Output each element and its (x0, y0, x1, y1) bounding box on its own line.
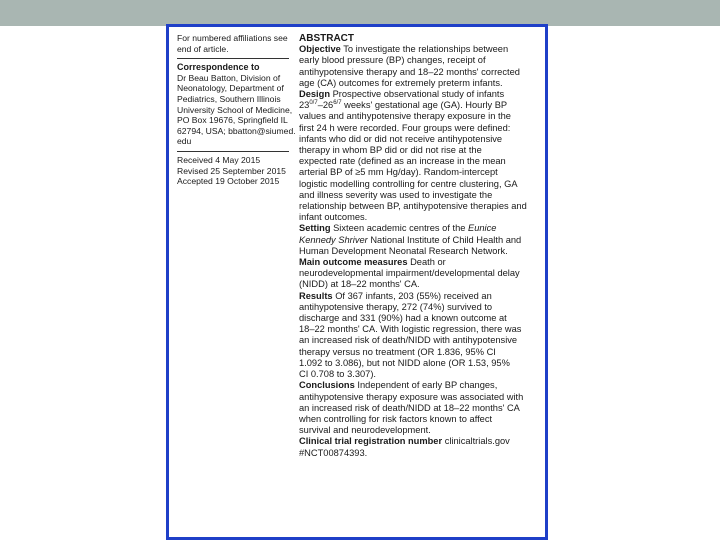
results-text: CI 0.708 to 3.307). (299, 369, 377, 380)
affiliation-line: For numbered affiliations see (177, 33, 288, 43)
design-text: first 24 h were recorded. Four groups were defined: (299, 122, 511, 133)
design-section (299, 89, 545, 223)
divider (177, 58, 289, 59)
objective-text: antihypotensive therapy and 18–22 months' corrected (299, 66, 520, 77)
affiliation-note (177, 33, 289, 54)
setting-label: Setting (299, 223, 331, 234)
results-text: discharge and 331 (90%) had a known outcome at (299, 313, 507, 324)
main-outcome-label: Main outcome measures (299, 257, 408, 268)
design-text: weeks' gestational age (GA). Hourly BP (341, 100, 508, 111)
objective-text: To investigate the relationships between (343, 44, 509, 55)
accepted-date: Accepted 19 October 2015 (177, 176, 280, 187)
abstract-column (299, 33, 545, 459)
article-page (166, 24, 548, 540)
correspondence-line: edu (177, 136, 192, 147)
correspondence-line: PO Box 19676, Springfield IL (177, 115, 288, 126)
top-band (0, 0, 720, 26)
results-text: 18–22 months' CA. With logistic regression, there was (299, 324, 522, 335)
affiliation-line: end of article. (177, 43, 229, 54)
correspondence-heading: Correspondence to (177, 62, 260, 73)
main-outcome-section (299, 257, 545, 291)
correspondence-line: University School of Medicine, (177, 104, 293, 115)
results-label: Results (299, 290, 333, 301)
results-text: therapy versus no treatment (OR 1.836, 95% CI (299, 346, 496, 357)
conclusions-text: antihypotensive therapy exposure was associated with (299, 391, 524, 402)
abstract-title: ABSTRACT (299, 33, 354, 44)
correspondence-line: 62794, USA; bbatton@siumed. (177, 125, 296, 136)
ga-start: 23 (299, 100, 310, 111)
main-outcome-text: neurodevelopmental impairment/developmental delay (299, 268, 520, 279)
design-text: Prospective observational study of infants (332, 89, 505, 100)
objective-text: age (CA) outcomes for extremely preterm infants. (299, 77, 503, 88)
design-text: therapy in whom BP did or did not rise at the (299, 145, 482, 156)
design-text: arterial BP of ≥5 mm Hg/day). Random-intercept (299, 167, 498, 178)
trial-registration-label: Clinical trial registration number (299, 436, 443, 447)
ga-end-fraction: 6/7 (333, 100, 342, 107)
main-outcome-text: Death or (410, 257, 446, 268)
setting-text-italic: Kennedy Shriver (299, 234, 368, 245)
setting-text: Sixteen academic centres of the (333, 223, 468, 234)
results-text: an increased risk of death/NIDD with antihypotensive (299, 335, 518, 346)
ga-start-fraction: 0/7 (309, 100, 318, 107)
main-outcome-text: (NIDD) at 18–22 months' CA. (299, 279, 420, 290)
design-text: infants who did or did not receive antihypotensive (299, 133, 503, 144)
ga-end: –26 (317, 100, 334, 111)
results-text: 1.092 to 3.086), but not NIDD alone (OR 1.53, 95% (299, 357, 510, 368)
setting-text: National Institute of Child Health and (367, 234, 522, 245)
design-text: and illness severity was used to investigate the (299, 189, 493, 200)
conclusions-label: Conclusions (299, 380, 355, 391)
revised-date: Revised 25 September 2015 (177, 165, 286, 176)
conclusions-text: an increased risk of death/NIDD at 18–22 months' CA (299, 402, 520, 413)
trial-registration-section (299, 436, 545, 458)
dates-block (177, 155, 289, 187)
sidebar-notes (177, 33, 296, 187)
setting-section (299, 223, 545, 257)
design-label: Design (299, 89, 330, 100)
correspondence-line: Dr Beau Batton, Division of (177, 72, 281, 83)
conclusions-text: Independent of early BP changes, (357, 380, 498, 391)
results-text: Of 367 infants, 203 (55%) received an (335, 290, 492, 301)
conclusions-text: survival and neurodevelopment. (299, 425, 431, 436)
correspondence-block (177, 62, 296, 147)
correspondence-line: Pediatrics, Southern Illinois (177, 93, 281, 104)
divider (177, 151, 289, 152)
setting-text-italic: Eunice (468, 223, 497, 234)
received-date: Received 4 May 2015 (177, 154, 261, 165)
design-text: expected rate (defined as an increase in the mean (299, 156, 506, 167)
correspondence-line: Neonatology, Department of (177, 83, 284, 94)
results-section (299, 291, 545, 381)
design-text: logistic modelling controlling for centre clustering, GA (299, 178, 518, 189)
results-text: antihypotensive therapy, 272 (74%) survived to (299, 301, 493, 312)
setting-text: Human Development Neonatal Research Network. (299, 245, 508, 256)
design-ga-line (299, 100, 545, 111)
objective-text: early blood pressure (BP) changes, receipt of (299, 55, 486, 66)
design-text: values and antihypotensive therapy exposure in the (299, 111, 511, 122)
objective-section (299, 44, 545, 89)
trial-registration-text: clinicaltrials.gov (444, 436, 510, 447)
conclusions-section (299, 380, 545, 436)
objective-label: Objective (299, 44, 341, 55)
design-text: relationship between BP, antihypotensive therapies and (299, 201, 527, 212)
design-text: infant outcomes. (299, 212, 368, 223)
conclusions-text: when controlling for risk factors known to affect (299, 413, 493, 424)
trial-registration-number: #NCT00874393. (299, 447, 368, 458)
